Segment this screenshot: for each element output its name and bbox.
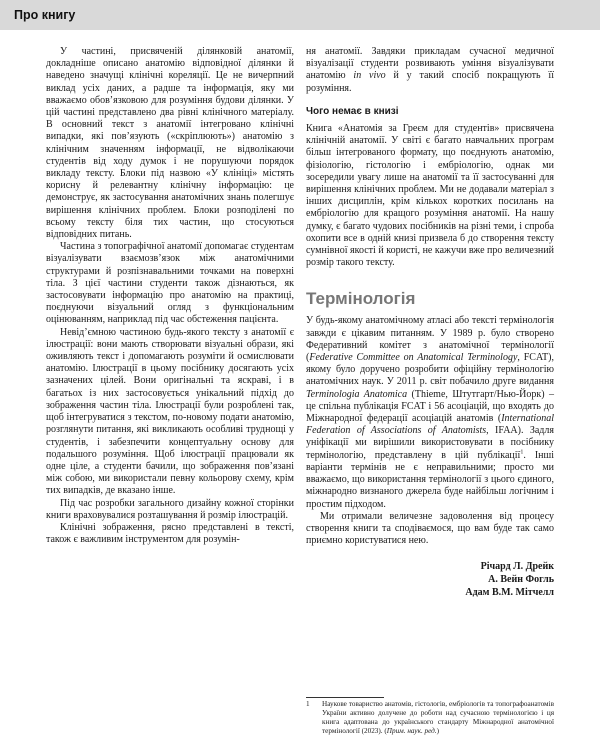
section-title-terminology: Термінологія (306, 289, 416, 309)
paragraph-closing: Ми отримали величезне задоволення від процесу створення книги та сподіваємося, що вам буде так само приємно користуватися нею. (306, 510, 554, 547)
term-text-1: У будь-якому анатомічному атласі або тексті термінологія завжди є цікавим питанням. У 1989 р. було створено Федеративний комітет з анатомічної термінології ( (306, 315, 554, 364)
paragraph-surface-anatomy: Частина з топографічної анатомії допомагає студентам візуалізувати взаємозв’язок між анатомічними структурами й розпізнавальними точками на поверхні тіла. З цієї частини студенти також дізнаються, як застосовувати інформацію про анатомію на практиці, поєднуючи візуальний огляд з функціональним оцінюванням, наприклад під час обстеження пацієнта. (46, 241, 294, 326)
right-column (306, 46, 554, 599)
running-header (0, 0, 600, 30)
footnote-text-a: Наукове товариство анатомів, гістологів, ембріологів та топографоанатомів України активно долучене до роботи над сучасною термінологією і ця книга адаптована до українського стандарту Міжнародної анатомічної термінології (2023). ( (322, 700, 554, 735)
author-name: Річард Л. Дрейк (480, 561, 554, 573)
author-signatures (306, 561, 554, 599)
footnote-reference: 1 (520, 449, 524, 456)
paragraph-continuation (306, 46, 554, 95)
term-italic-fcat: Federative Committee on Anatomical Terminology (309, 352, 518, 364)
author-name: Адам В.М. Мітчелл (465, 586, 554, 598)
paragraph-illustrations: Невід’ємною частиною будь-якого тексту з анатомії є ілюстрації: вони мають створювати візуальні образи, які оживляють текст і допомагають розуміти й осмислювати анатомію. Ілюстрації в цьому посібнику досягають усіх зазначених цілей. Вони оригінальні та яскраві, і в багатьох із них застосовується унікальний підхід до зображення частин тіла. Ілюстрації були розроблені так, щоб інтегруватися з текстом, по-новому подати анатомію, розглянути питання, які викликають особливі труднощі у студентів, і забезпечити концептуальну основу для подальшого розуміння. Щоб ілюстрації працювали як одне ціле, а студенти бачили, що зображення пов’язані між собою, ми використали певну кольорову схему, крім тих випадків, де вказано інше. (46, 326, 294, 497)
term-text-3: (Thieme, Штутгарт/Нью-Йорк) – це спільна публікація FCAT і 56 асоціацій, що входять до Міжнародної федерації асоціацій анатомів ( (306, 388, 554, 425)
author-name: А. Вейн Фогль (488, 573, 554, 585)
footnote-divider (306, 697, 384, 698)
header-title: Про книгу (14, 8, 76, 22)
paragraph-not-in-book: Книга «Анатомія за Греєм для студентів» присвячена клінічній анатомії. У світі є багато навчальних програм більш інтегрованого формату, що поєднують анатомію, фізіологію, гістологію і ембріологію, однак ми зосередили увагу лише на анатомії та її застосуванні для вирішення клінічних проблем. Ми не додавали матеріал з інших дисциплін, крім кількох коротких посилань на ембріологію для кращого розуміння анатомії. На нашу думку, є багато чудових посібників на різні теми, і спроба охопити все в одній книзі призвела б до створення тексту сумнівної якості й користі, не кажучи вже про величезний розмір такого тексту. (306, 123, 554, 269)
subheading-not-in-book: Чого немає в книзі (306, 105, 399, 117)
footnote-text (322, 700, 554, 736)
footnote-italic: Прим. наук. ред. (386, 727, 437, 735)
paragraph-page-design: Під час розробки загального дизайну кожної сторінки книги враховувалися розташування й розмір ілюстрацій. (46, 497, 294, 521)
paragraph-terminology (306, 315, 554, 510)
paragraph-regional-anatomy: У частині, присвяченій ділянковій анатомії, докладніше описано анатомію відповідної ділянки й наведено значущі клінічні кореляції. Це не вичерпний виклад усіх даних, а радше та інформація, яку ми вважаємо обов’язковою для розуміння будови ділянки. У цій частині представлено два рівні клінічного матеріалу. В основний текст з анатомії інтегровано клінічні випадки, які пов’язують («скріплюють») анатомію з клінічним значенням інформації, не відволікаючи студентів від ходу думок і не порушуючи порядок викладу тексту. Блоки під назвою «У клініці» містять корисну й релевантну клінічну інформацію: це демонструє, як застосування анатомічних знань полегшує вирішення клінічних проблем. Блоки розподілені по всьому тексту біля тих частин, що стосуються відповідних питань. (46, 46, 294, 241)
footnote-mark: 1 (306, 700, 310, 708)
continuation-text-b: й у такий спосіб покращують її розуміння. (306, 70, 554, 94)
continuation-text-a: ня анатомії. Завдяки прикладам сучасної медичної візуалізації студенти розвивають уміння візуалізувати анатомію (306, 46, 554, 82)
term-text-4: , IFAA). Задля уніфікації ми вирішили використовувати в посібнику термінологію, представлену в цій публікації (306, 425, 554, 461)
footnote (306, 700, 554, 736)
footnote-text-b: ) (436, 727, 439, 735)
term-italic-ifaa: International Federation of Associations of Anatomists (306, 413, 554, 437)
continuation-italic: in vivo (353, 70, 386, 82)
term-text-5: . Інші варіанти термінів не є неправильними; просто ми вважаємо, що використання термінології з цього єдиного, міжнародно визнаного джерела буде найбільш логічним і простим підходом. (306, 449, 554, 510)
paragraph-clinical-images: Клінічні зображення, рясно представлені в тексті, також є важливим інструментом для розумін- (46, 521, 294, 546)
term-italic-ta: Terminologia Anatomica (306, 388, 408, 400)
term-text-2: , FCAT), якому було доручено розробити офіційну термінологію анатомічних наук. У 2011 р. світ побачило друге видання (306, 352, 554, 388)
left-column (46, 46, 294, 546)
